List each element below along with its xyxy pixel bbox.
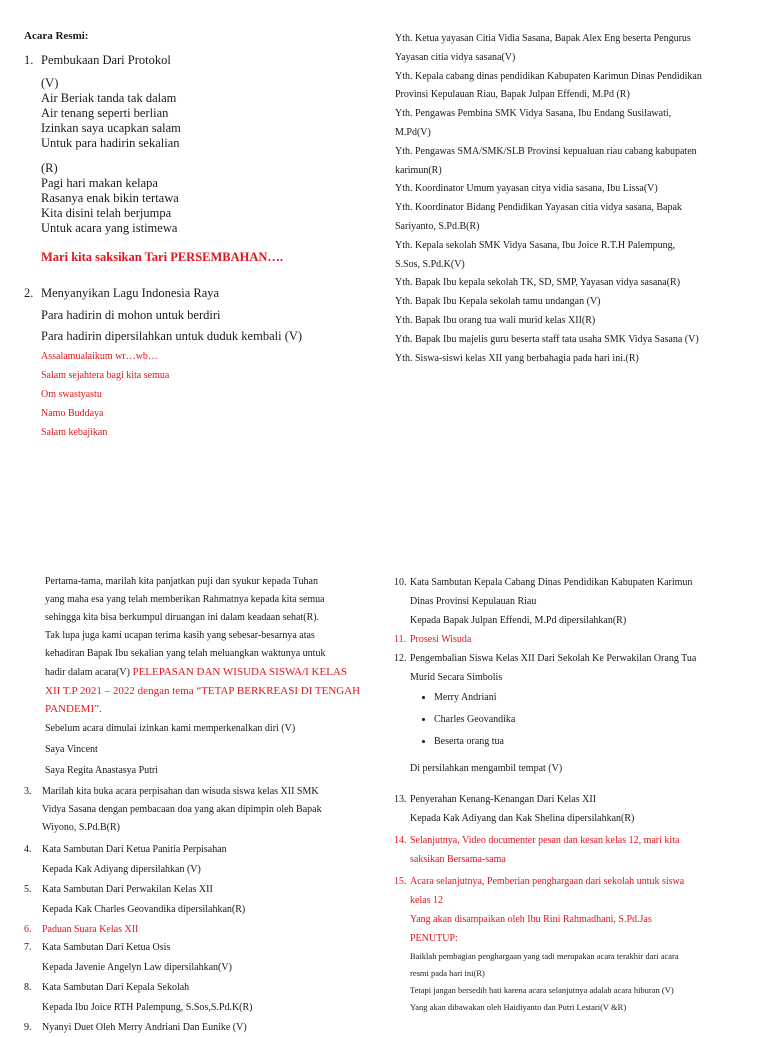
- greeting-line: Om swastyastu: [41, 389, 102, 400]
- text-line: sehingga kita bisa berkumpul diruangan ini dalam keadaan sehat(R).: [45, 612, 320, 623]
- poem-line: Rasanya enak bikin tertawa: [41, 191, 179, 205]
- program-item-10: [394, 573, 754, 630]
- greeting-line: Namo Buddaya: [41, 408, 104, 419]
- poem-1: [24, 76, 374, 151]
- text-line: Sebelum acara dimulai izinkan kami memperkenalkan diri (V): [45, 723, 296, 734]
- item-text: Paduan Suara Kelas XII: [42, 924, 139, 935]
- event-title-line: PANDEMI”.: [45, 703, 102, 715]
- text-line: yang maha esa yang telah memberikan Rahmatnya kepada kita semua: [45, 594, 325, 605]
- item-number: 9.: [24, 1022, 32, 1033]
- section-salutations: [395, 30, 755, 368]
- item-1: [24, 52, 374, 68]
- program-item-13: [394, 790, 754, 828]
- item-text: Dinas Provinsi Kepulauan Riau: [410, 596, 537, 607]
- item-text: Menyanyikan Lagu Indonesia Raya: [41, 286, 220, 300]
- item-number: 13.: [394, 794, 407, 805]
- item-text: Kata Sambutan Dari Perwakilan Kelas XII: [42, 884, 213, 895]
- item-text: Murid Secara Simbolis: [410, 672, 503, 683]
- text-line: Tetapi jangan bersedih hati karena acara selanjutnya adalah acara hiburan (V): [410, 985, 674, 995]
- salutation-line: M.Pd(V): [395, 126, 431, 138]
- list-item: • Charles Geovandika: [434, 709, 754, 731]
- poem-line: Pagi hari makan kelapa: [41, 176, 158, 190]
- item-text: Kepada Kak Adiyang dipersilahkan (V): [42, 864, 201, 875]
- text-line: Saya Regita Anastasya Putri: [45, 765, 159, 776]
- poem-line: (V): [41, 76, 59, 90]
- item-text: Kepada Javenie Angelyn Law dipersilahkan(V): [42, 962, 232, 973]
- item-2: [24, 285, 374, 301]
- list-item: • Beserta orang tua: [434, 731, 754, 753]
- item-number: 15.: [394, 876, 407, 887]
- item-number: 3.: [24, 786, 32, 797]
- text-line: Para hadirin dipersilahkan untuk duduk kembali (V): [41, 329, 303, 343]
- salutation-line: Yth. Pengawas Pembina SMK Vidya Sasana, Ibu Endang Susilawati,: [395, 108, 672, 120]
- salutation-line: Yth. Pengawas SMA/SMK/SLB Provinsi kepualuan riau cabang kabupaten: [395, 145, 697, 157]
- greeting-line: Salam sejahtera bagi kita semua: [41, 370, 170, 381]
- salutation-line: Provinsi Kepulauan Riau, Bapak Julpan Effendi, M.Pd (R): [395, 89, 630, 101]
- salutation-line: Yth. Kepala cabang dinas pendidikan Kabupaten Karimun Dinas Pendidikan: [395, 70, 702, 82]
- poem-line: Kita disini telah berjumpa: [41, 206, 172, 220]
- program-item-11: [394, 630, 754, 649]
- item-2-lines: [24, 305, 374, 347]
- text-line: [45, 663, 374, 682]
- seating-instruction: Di persilahkan mengambil tempat (V): [410, 763, 563, 774]
- poem-line: Untuk para hadirin sekalian: [41, 136, 180, 150]
- section-program-continued: [394, 573, 754, 1016]
- item-text: Kata Sambutan Dari Ketua Osis: [42, 942, 171, 953]
- salutation-line: Yth. Bapak Ibu orang tua wali murid kelas XII(R): [395, 314, 596, 326]
- salutation-line: Yth. Bapak Ibu kepala sekolah TK, SD, SMP, Yayasan vidya sasana(R): [395, 277, 681, 289]
- item-number: 7.: [24, 942, 32, 953]
- greeting-line: Salam kebajikan: [41, 427, 108, 438]
- program-item-15: [394, 872, 754, 948]
- item-number: 2.: [24, 286, 34, 300]
- text-line: Saya Vincent: [45, 744, 98, 755]
- item-text: Penyerahan Kenang-Kenangan Dari Kelas XII: [410, 794, 597, 805]
- greetings: [24, 347, 374, 442]
- item-text: Marilah kita buka acara perpisahan dan wisuda siswa kelas XII SMK: [42, 786, 319, 797]
- text-line: Pertama-tama, marilah kita panjatkan puji dan syukur kepada Tuhan: [45, 576, 318, 587]
- poem-2: [24, 161, 374, 236]
- item-number: 14.: [394, 835, 407, 846]
- salutation-line: S.Sos, S.Pd.K(V): [395, 258, 465, 270]
- program-item-14: [394, 831, 754, 869]
- salutation-line: Yth. Kepala sekolah SMK Vidya Sasana, Ibu Joice R.T.H Palempung,: [395, 239, 676, 251]
- text-line: resmi pada hari ini(R): [410, 968, 485, 978]
- item-text: Kepada Kak Adiyang dan Kak Shelina dipersilahkan(R): [410, 813, 635, 824]
- section-acara-resmi: [24, 30, 374, 442]
- item-number: 12.: [394, 653, 407, 664]
- item-number: 11.: [394, 634, 407, 645]
- section-opening-and-program: [24, 573, 374, 1037]
- program-item-8: [24, 979, 374, 1019]
- poem-line: Untuk acara yang istimewa: [41, 221, 178, 235]
- program-item-12: [394, 649, 754, 687]
- salutation-line: karimun(R): [395, 164, 442, 176]
- poem-line: Izinkan saya ucapkan salam: [41, 121, 181, 135]
- item-number: 10.: [394, 577, 407, 588]
- greeting-line: Assalamualaikum wr…wb…: [41, 351, 158, 362]
- item-number: 1.: [24, 53, 34, 67]
- salutation-line: Yth. Koordinator Umum yayasan citya vidia sasana, Ibu Lissa(V): [395, 183, 658, 195]
- item-number: 5.: [24, 884, 32, 895]
- item-text: Kepada Bapak Julpan Effendi, M.Pd dipersilahkan(R): [410, 615, 627, 626]
- item-number: 6.: [24, 924, 32, 935]
- program-item-4: [24, 841, 374, 881]
- salutation-line: Yth. Ketua yayasan Citia Vidia Sasana, Bapak Alex Eng beserta Pengurus: [395, 33, 691, 44]
- salutation-line: Yth. Bapak Ibu Kepala sekolah tamu undangan (V): [395, 296, 601, 308]
- text-line: Para hadirin di mohon untuk berdiri: [41, 308, 221, 322]
- text-line: Tak lupa juga kami ucapan terima kasih yang sebesar-besarnya atas: [45, 630, 315, 641]
- poem-line: (R): [41, 161, 58, 175]
- program-item-5: [24, 881, 374, 921]
- item-text: Yang akan disampaikan oleh Ibu Rini Rahmadhani, S.Pd.Jas: [410, 914, 652, 925]
- item-text: Kepada Ibu Joice RTH Palempung, S.Sos,S.Pd.K(R): [42, 1002, 253, 1013]
- section-title: Acara Resmi:: [24, 30, 89, 42]
- program-item-9: [24, 1019, 374, 1037]
- student-list: [394, 687, 754, 753]
- closing-paragraph: [394, 948, 754, 1016]
- item-text: Selanjutnya, Video documenter pesan dan kesan kelas 12, mari kita: [410, 835, 680, 846]
- list-item: • Merry Andriani: [434, 687, 754, 709]
- item-text: Acara selanjutnya, Pemberian penghargaan dari sekolah untuk siswa: [410, 876, 685, 887]
- intro-paragraph: [24, 573, 374, 781]
- salutation-line: Yth. Bapak Ibu majelis guru beserta staff tata usaha SMK Vidya Sasana (V): [395, 333, 699, 345]
- event-title: PELEPASAN DAN WISUDA SISWA/I KELAS: [132, 666, 347, 678]
- program-item-6: [24, 921, 374, 939]
- salutation-line: Yayasan citia vidya sasana(V): [395, 51, 516, 63]
- item-text: Pembukaan Dari Protokol: [41, 53, 171, 67]
- text-span: hadir dalam acara(V): [45, 667, 130, 678]
- text-line: Baiklah pembagian penghargaan yang tadi merupakan acara terakhir dari acara: [410, 951, 679, 961]
- dance-announcement: Mari kita saksikan Tari PERSEMBAHAN….: [41, 250, 284, 264]
- salutation-line: Sariyanto, S.Pd.B(R): [395, 220, 480, 232]
- closing-heading: PENUTUP:: [410, 933, 458, 944]
- item-text: Vidya Sasana dengan pembacaan doa yang akan dipimpin oleh Bapak: [42, 804, 322, 815]
- item-text: Wiyono, S.Pd.B(R): [42, 822, 120, 833]
- item-text: Kepada Kak Charles Geovandika dipersilahkan(R): [42, 904, 246, 915]
- item-number: 4.: [24, 844, 32, 855]
- item-text: Kata Sambutan Dari Ketua Panitia Perpisahan: [42, 844, 227, 855]
- program-item-3: [24, 783, 374, 837]
- text-line: Yang akan dibawakan oleh Haidiyanto dan Putri Lestari(V &R): [410, 1002, 627, 1012]
- salutation-line: Yth. Siswa-siswi kelas XII yang berbahagia pada hari ini.(R): [395, 352, 639, 364]
- program-item-7: [24, 939, 374, 979]
- salutation-line: Yth. Koordinator Bidang Pendidikan Yayasan citia vidya sasana, Bapak: [395, 202, 682, 214]
- item-text: Prosesi Wisuda: [410, 634, 472, 645]
- poem-line: Air Beriak tanda tak dalam: [41, 91, 177, 105]
- text-line: kehadiran Bapak Ibu sekalian yang telah meluangkan waktunya untuk: [45, 648, 326, 659]
- poem-line: Air tenang seperti berlian: [41, 106, 169, 120]
- item-text: Kata Sambutan Kepala Cabang Dinas Pendidikan Kabupaten Karimun: [410, 577, 693, 588]
- event-title-line: XII T.P 2021 – 2022 dengan tema “TETAP BERKREASI DI TENGAH: [45, 685, 361, 697]
- item-text: Pengembalian Siswa Kelas XII Dari Sekolah Ke Perwakilan Orang Tua: [410, 653, 697, 664]
- item-text: saksikan Bersama-sama: [410, 854, 506, 865]
- item-number: 8.: [24, 982, 32, 993]
- item-text: Kata Sambutan Dari Kepala Sekolah: [42, 982, 190, 993]
- item-text: kelas 12: [410, 895, 444, 906]
- item-text: Nyanyi Duet Oleh Merry Andriani Dan Eunike (V): [42, 1022, 247, 1033]
